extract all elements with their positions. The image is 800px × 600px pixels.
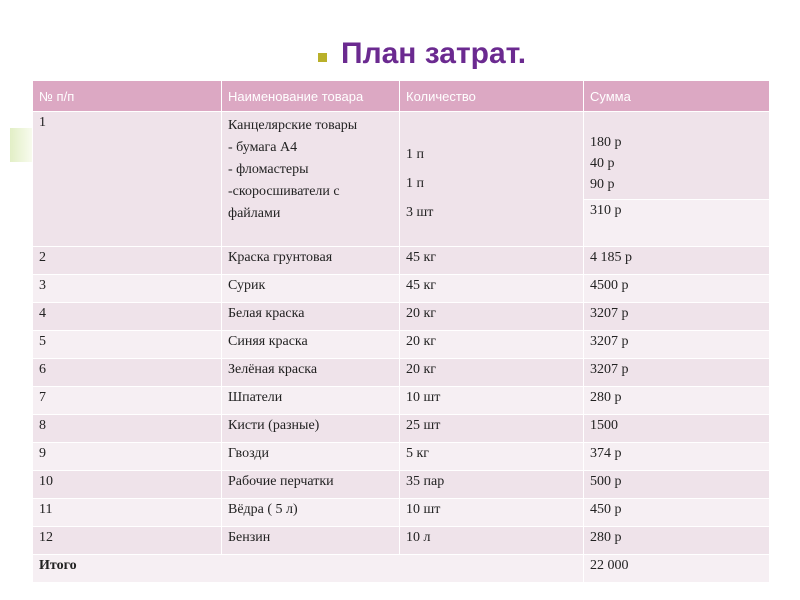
cost-plan-table [32,80,770,583]
row-number: 4 [33,303,222,331]
row-sum: 280 р [584,387,770,415]
item-sum: 40 р [590,156,615,171]
item-name: файлами [228,206,281,221]
row-quantity: 20 кг [400,303,584,331]
row-sum: 4500 р [584,275,770,303]
row-name: Бензин [222,527,400,555]
row-name: Рабочие перчатки [222,471,400,499]
row-sum: 3207 р [584,331,770,359]
row-number: 6 [33,359,222,387]
table-row [33,471,770,499]
row-quantity: 45 кг [400,275,584,303]
row-quantity: 25 шт [400,415,584,443]
row-name-list [222,112,400,247]
item-name: - бумага А4 [228,140,298,155]
item-sum: 90 р [590,177,615,192]
table-row [33,331,770,359]
row-quantity-list [400,112,584,247]
page-title: План затрат. [341,37,527,70]
row-sum: 3207 р [584,303,770,331]
table-row [33,303,770,331]
row-name: Кисти (разные) [222,415,400,443]
row-quantity: 10 шт [400,499,584,527]
row-quantity: 45 кг [400,247,584,275]
row-number: 3 [33,275,222,303]
table-row [33,443,770,471]
row-sum: 3207 р [584,359,770,387]
table-row [33,499,770,527]
row-quantity: 20 кг [400,359,584,387]
row-sum: 280 р [584,527,770,555]
header-number: № п/п [33,81,222,112]
item-name: Канцелярские товары [228,118,358,133]
subtotal-sum: 310 р [584,200,770,247]
total-label: Итого [33,555,584,583]
header-quantity: Количество [400,81,584,112]
total-sum: 22 000 [584,555,770,583]
title-row [318,32,526,76]
table-row [33,275,770,303]
item-sum: 180 р [590,135,622,150]
row-name: Гвозди [222,443,400,471]
table-row [33,112,770,200]
header-sum: Сумма [584,81,770,112]
row-number: 7 [33,387,222,415]
item-name: - фломастеры [228,162,309,177]
row-number: 8 [33,415,222,443]
row-number: 2 [33,247,222,275]
row-name: Вёдра ( 5 л) [222,499,400,527]
row-name: Краска грунтовая [222,247,400,275]
table-row [33,415,770,443]
table-row [33,387,770,415]
row-name: Белая краска [222,303,400,331]
table-row [33,247,770,275]
row-number: 11 [33,499,222,527]
row-quantity: 35 пар [400,471,584,499]
row-name: Зелёная краска [222,359,400,387]
table-row [33,359,770,387]
row-number: 12 [33,527,222,555]
row-number: 10 [33,471,222,499]
row-sum: 450 р [584,499,770,527]
row-quantity: 10 шт [400,387,584,415]
item-quantity: 1 п [406,176,424,191]
table-header-row [33,81,770,112]
item-quantity: 3 шт [406,205,434,220]
item-name: -скоросшиватели с [228,184,340,199]
row-quantity: 5 кг [400,443,584,471]
row-number: 1 [33,112,222,247]
row-name: Шпатели [222,387,400,415]
decorative-green-shape [10,128,32,162]
row-quantity: 10 л [400,527,584,555]
row-sum: 500 р [584,471,770,499]
row-sum: 1500 [584,415,770,443]
row-sum-list [584,112,770,200]
row-name: Синяя краска [222,331,400,359]
item-quantity: 1 п [406,147,424,162]
row-quantity: 20 кг [400,331,584,359]
total-row [33,555,770,583]
row-number: 9 [33,443,222,471]
row-sum: 374 р [584,443,770,471]
table-row [33,527,770,555]
row-name: Сурик [222,275,400,303]
row-sum: 4 185 р [584,247,770,275]
row-number: 5 [33,331,222,359]
header-name: Наименование товара [222,81,400,112]
bullet-square-icon [318,53,327,62]
